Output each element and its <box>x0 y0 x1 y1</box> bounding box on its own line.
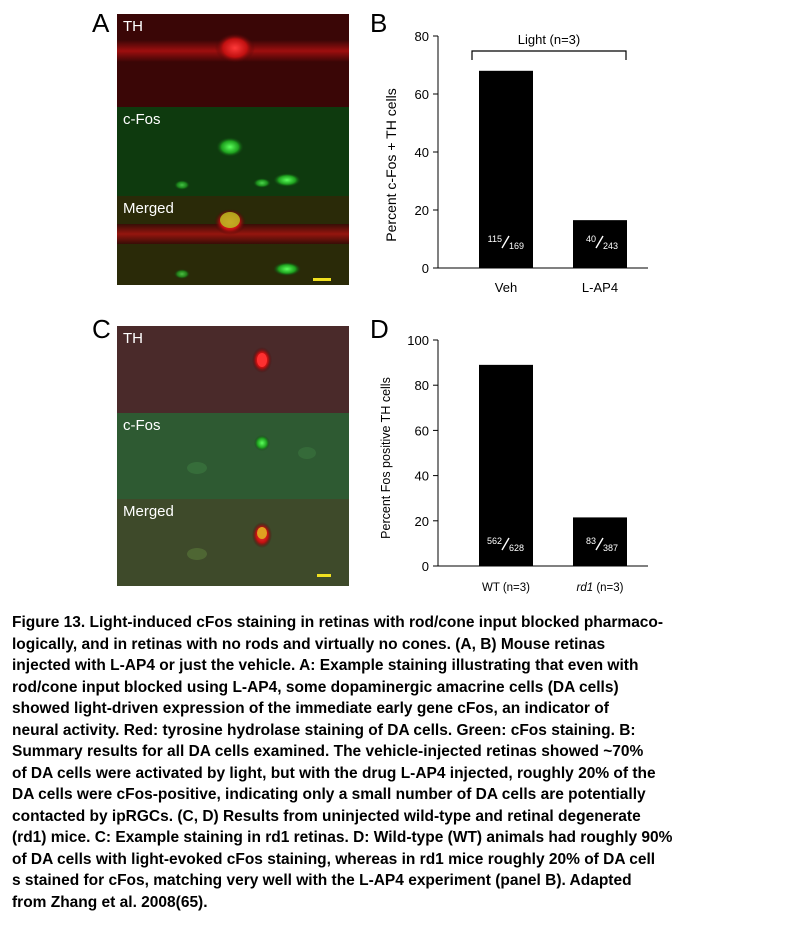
bar-label-denominator: 387 <box>603 543 619 553</box>
th-strip-c <box>117 326 349 413</box>
th-image-c <box>117 326 349 413</box>
caption-line: s stained for cFos, matching very well with the L-AP4 experiment (panel B). Adapted <box>12 872 632 889</box>
panel-b-letter: B <box>370 8 388 38</box>
x-category-label: L-AP4 <box>581 280 619 295</box>
panel-d-letter: D <box>370 314 389 344</box>
bar-chart-d <box>368 330 668 605</box>
y-axis-label: Percent c-Fos + TH cells <box>383 88 399 242</box>
strip-label-merged-a: Merged <box>123 200 174 217</box>
th-image-a <box>117 14 349 107</box>
strip-label-th-a: TH <box>123 18 143 35</box>
y-tick-label: 0 <box>421 559 429 574</box>
caption-line: of DA cells were activated by light, but with the drug L-AP4 injected, roughly 20% of the <box>12 764 656 782</box>
bar <box>573 220 627 268</box>
caption-line: injected with L-AP4 or just the vehicle. A: Example staining illustrating that even with <box>12 657 639 674</box>
figure-caption <box>12 612 792 913</box>
y-tick-label: 40 <box>414 468 429 484</box>
x-category-label-italic: rd1 <box>576 582 594 594</box>
y-axis-label: Percent Fos positive TH cells <box>379 377 393 539</box>
y-tick-label: 100 <box>407 333 429 348</box>
caption-line: logically, and in retinas with no rods and virtually no cones. (A, B) Mouse retinas <box>12 635 606 653</box>
x-category-label <box>577 582 624 594</box>
scale-bar-c <box>317 574 331 577</box>
caption-line: of DA cells with light-evoked cFos staining, whereas in rd1 mice roughly 20% of DA cell <box>12 850 656 868</box>
cfos-strip-c <box>117 413 349 499</box>
caption-line: from Zhang et al. 2008(65). <box>12 893 208 911</box>
panel-c-letter: C <box>92 314 111 344</box>
y-tick-label: 80 <box>414 378 429 394</box>
x-category-label-text: WT (n=3) <box>481 582 531 594</box>
cfos-strip-a <box>117 107 349 196</box>
caption-line: Figure 13. Light-induced cFos staining in retinas with rod/cone input blocked pharmaco- <box>12 614 664 631</box>
strip-label-cfos-c: c-Fos <box>123 417 161 434</box>
y-tick-label: 20 <box>414 513 429 529</box>
y-tick-label: 60 <box>414 423 429 439</box>
strip-label-merged-c: Merged <box>123 503 174 520</box>
panel-a-letter: A <box>92 8 110 38</box>
strip-label-th-c: TH <box>123 330 143 347</box>
y-tick-label: 40 <box>414 145 429 160</box>
x-category-label-text: (n=3) <box>593 582 624 594</box>
th-strip-a <box>117 14 349 107</box>
caption-line: Summary results for all DA cells examined. The vehicle-injected retinas showed ~70% <box>12 743 644 760</box>
y-tick-label: 80 <box>414 29 429 44</box>
caption-line: showed light-driven expression of the immediate early gene cFos, an indicator of <box>12 700 609 717</box>
caption-line: rod/cone input blocked using L-AP4, some dopaminergic amacrine cells (DA cells) <box>12 678 619 696</box>
panel-c-micrographs <box>117 326 349 586</box>
merged-strip-a <box>117 196 349 285</box>
bar-label-numerator: 83 <box>585 536 596 546</box>
y-tick-label: 60 <box>414 87 429 102</box>
light-bracket-label: Light (n=3) <box>517 32 581 47</box>
bar-label-numerator: 40 <box>585 234 596 244</box>
caption-line: (rd1) mice. C: Example staining in rd1 retinas. D: Wild-type (WT) animals had roughly 90% <box>12 829 673 846</box>
caption-line: contacted by ipRGCs. (C, D) Results from uninjected wild-type and retinal degenerate <box>12 807 641 825</box>
caption-line: DA cells were cFos-positive, indicating only a small number of DA cells are potentially <box>12 786 646 803</box>
merged-strip-c <box>117 499 349 586</box>
bar-label-denominator: 169 <box>509 241 525 251</box>
caption-line: neural activity. Red: tyrosine hydrolase staining of DA cells. Green: cFos staining. B: <box>12 721 636 739</box>
bar-label-denominator: 243 <box>603 241 619 251</box>
x-category-label <box>482 582 530 594</box>
y-tick-label: 20 <box>414 203 429 218</box>
bar <box>573 517 627 566</box>
bar-chart-b <box>368 20 668 305</box>
x-category-label: Veh <box>494 280 518 295</box>
light-bracket <box>472 51 626 60</box>
bar-label-denominator: 628 <box>509 543 525 553</box>
scale-bar-a <box>313 278 331 281</box>
panel-a-micrographs <box>117 14 349 285</box>
y-tick-label: 0 <box>421 261 429 276</box>
bar-label-numerator: 562 <box>486 536 502 546</box>
strip-label-cfos-a: c-Fos <box>123 111 161 128</box>
bar-label-numerator: 115 <box>487 234 502 244</box>
